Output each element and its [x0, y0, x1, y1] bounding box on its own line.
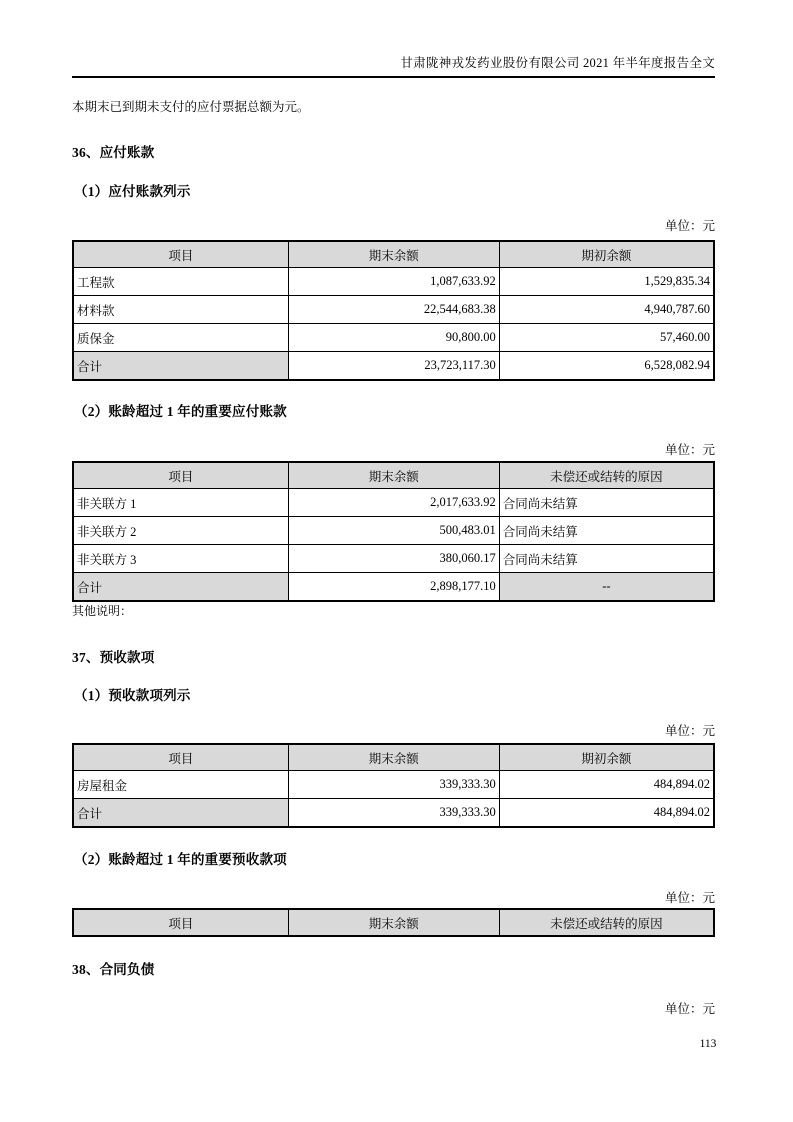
- cell-reason: 合同尚未结算: [499, 545, 714, 573]
- payables-list-table: [72, 240, 715, 381]
- cell-reason: 合同尚未结算: [499, 489, 714, 517]
- cell-total-label: 合计: [73, 352, 288, 381]
- table-row: [73, 545, 714, 573]
- cell-item: 非关联方 1: [73, 489, 288, 517]
- unit-label: 单位：元: [664, 1002, 715, 1016]
- header-cell-item: 项目: [73, 744, 288, 771]
- unit-label: 单位：元: [664, 219, 715, 233]
- other-notes-label: 其他说明：: [72, 604, 133, 618]
- table-header-row: [73, 744, 714, 771]
- table-total-row: [73, 799, 714, 828]
- cell-item: 房屋租金: [73, 771, 288, 799]
- table-row: [73, 489, 714, 517]
- table-row: [73, 296, 714, 324]
- table-header-row: [73, 241, 714, 268]
- cell-item: 非关联方 2: [73, 517, 288, 545]
- cell-ending-balance: 500,483.01: [288, 517, 499, 545]
- cell-beginning-balance: 1,529,835.34: [499, 268, 714, 296]
- header-cell-item: 项目: [73, 241, 288, 268]
- cell-ending-balance: 2,898,177.10: [288, 573, 499, 602]
- table-total-row: [73, 573, 714, 602]
- header-divider: [72, 76, 715, 78]
- header-cell-item: 项目: [73, 909, 288, 936]
- section-36-sub1-title: （1）应付账款列示: [74, 184, 191, 199]
- unit-label: 单位：元: [664, 443, 715, 457]
- header-cell-reason: 未偿还或结转的原因: [499, 462, 714, 489]
- table-total-row: [73, 352, 714, 381]
- section-37-sub1-title: （1）预收款项列示: [74, 688, 191, 703]
- cell-ending-balance: 339,333.30: [288, 799, 499, 828]
- cell-item: 材料款: [73, 296, 288, 324]
- unit-label: 单位：元: [664, 724, 715, 738]
- cell-reason-dash: --: [499, 573, 714, 602]
- cell-ending-balance: 23,723,117.30: [288, 352, 499, 381]
- cell-ending-balance: 380,060.17: [288, 545, 499, 573]
- intro-text: 本期末已到期未支付的应付票据总额为元。: [72, 100, 310, 114]
- cell-beginning-balance: 57,460.00: [499, 324, 714, 352]
- cell-beginning-balance: 484,894.02: [499, 799, 714, 828]
- cell-ending-balance: 90,800.00: [288, 324, 499, 352]
- table-row: [73, 324, 714, 352]
- header-cell-reason: 未偿还或结转的原因: [499, 909, 714, 936]
- section-36-sub2-title: （2）账龄超过 1 年的重要应付账款: [74, 404, 287, 419]
- header-cell-beginning: 期初余额: [499, 241, 714, 268]
- section-37-sub2-title: （2）账龄超过 1 年的重要预收款项: [74, 852, 287, 867]
- section-37-title: 37、预收款项: [72, 650, 155, 665]
- advances-aging-table: [72, 908, 715, 937]
- page-number: 113: [699, 1038, 717, 1050]
- header-cell-ending: 期末余额: [288, 744, 499, 771]
- table-row: [73, 268, 714, 296]
- header-cell-ending: 期末余额: [288, 909, 499, 936]
- advances-list-table: [72, 743, 715, 828]
- header-cell-ending: 期末余额: [288, 462, 499, 489]
- header-cell-ending: 期末余额: [288, 241, 499, 268]
- cell-item: 非关联方 3: [73, 545, 288, 573]
- header-cell-item: 项目: [73, 462, 288, 489]
- cell-beginning-balance: 6,528,082.94: [499, 352, 714, 381]
- report-header-title: 甘肃陇神戎发药业股份有限公司 2021 年半年度报告全文: [400, 56, 715, 70]
- section-38-title: 38、合同负债: [72, 962, 155, 977]
- cell-total-label: 合计: [73, 799, 288, 828]
- header-cell-beginning: 期初余额: [499, 744, 714, 771]
- cell-item: 工程款: [73, 268, 288, 296]
- table-row: [73, 517, 714, 545]
- cell-item: 质保金: [73, 324, 288, 352]
- table-header-row: [73, 909, 714, 936]
- cell-reason: 合同尚未结算: [499, 517, 714, 545]
- cell-ending-balance: 1,087,633.92: [288, 268, 499, 296]
- cell-beginning-balance: 4,940,787.60: [499, 296, 714, 324]
- table-row: [73, 771, 714, 799]
- cell-ending-balance: 22,544,683.38: [288, 296, 499, 324]
- cell-beginning-balance: 484,894.02: [499, 771, 714, 799]
- payables-aging-table: [72, 461, 715, 602]
- table-header-row: [73, 462, 714, 489]
- section-36-title: 36、应付账款: [72, 145, 155, 160]
- cell-ending-balance: 339,333.30: [288, 771, 499, 799]
- cell-ending-balance: 2,017,633.92: [288, 489, 499, 517]
- cell-total-label: 合计: [73, 573, 288, 602]
- unit-label: 单位：元: [664, 891, 715, 905]
